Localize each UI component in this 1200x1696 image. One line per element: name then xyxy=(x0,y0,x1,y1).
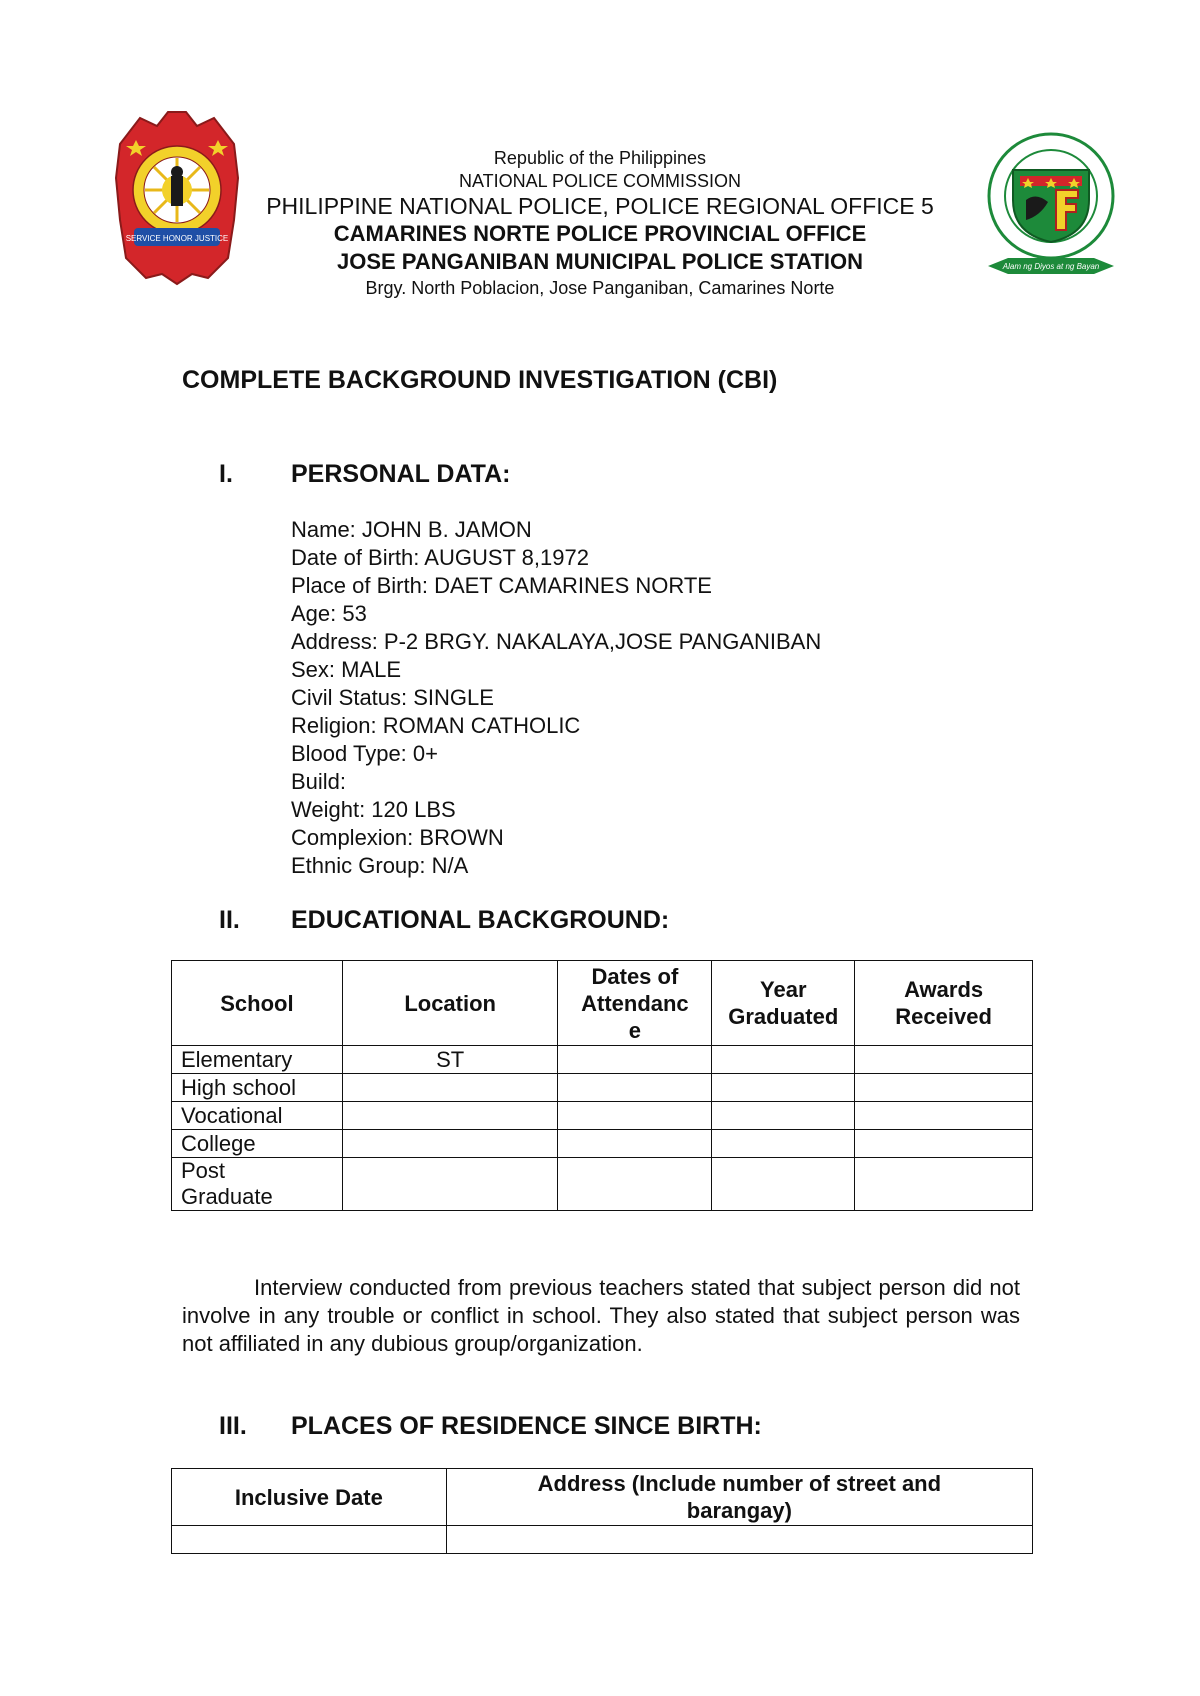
cell-empty xyxy=(558,1046,712,1074)
education-table xyxy=(171,960,1033,1211)
cell-empty xyxy=(855,1074,1033,1102)
header-address: Brgy. North Poblacion, Jose Panganiban, Camarines Norte xyxy=(365,278,835,298)
interview-paragraph: Interview conducted from previous teachers stated that subject person did not involve in any trouble or conflict in school. They also stated that subject person was not affiliated in any dubious group/organization. xyxy=(182,1275,1020,1356)
personal-data-list xyxy=(291,516,821,880)
cell-empty xyxy=(446,1526,1032,1554)
col-inclusive-date: Inclusive Date xyxy=(172,1469,447,1526)
cell-school: Post Graduate xyxy=(172,1158,343,1211)
cell-location xyxy=(342,1158,558,1211)
cell-empty xyxy=(712,1158,855,1211)
table-row xyxy=(172,1130,1033,1158)
col-dates-of-attendance: Dates of Attendanc e xyxy=(558,961,712,1046)
table-row xyxy=(172,1074,1033,1102)
section-title: PERSONAL DATA: xyxy=(291,460,511,488)
cell-empty xyxy=(855,1158,1033,1211)
personal-pob: Place of Birth: DAET CAMARINES NORTE xyxy=(291,573,712,598)
municipality-seal-icon xyxy=(978,130,1124,290)
personal-sex: Sex: MALE xyxy=(291,657,402,682)
table-row xyxy=(172,1046,1033,1074)
letterhead xyxy=(240,146,960,300)
section-number: II. xyxy=(219,906,240,934)
cell-empty xyxy=(172,1526,447,1554)
cell-empty xyxy=(855,1130,1033,1158)
personal-civil-status: Civil Status: SINGLE xyxy=(291,685,494,710)
personal-religion: Religion: ROMAN CATHOLIC xyxy=(291,713,581,738)
header-republic: Republic of the Philippines xyxy=(493,148,707,168)
personal-age: Age: 53 xyxy=(291,601,367,626)
cell-empty xyxy=(855,1046,1033,1074)
document-title: COMPLETE BACKGROUND INVESTIGATION (CBI) xyxy=(182,366,778,394)
col-location: Location xyxy=(342,961,558,1046)
personal-dob: Date of Birth: AUGUST 8,1972 xyxy=(291,545,589,570)
cell-location xyxy=(342,1102,558,1130)
cell-location: ST xyxy=(342,1046,558,1074)
header-napolcom: NATIONAL POLICE COMMISSION xyxy=(458,171,742,191)
personal-name: Name: JOHN B. JAMON xyxy=(291,517,532,542)
cell-empty xyxy=(712,1130,855,1158)
cell-empty xyxy=(558,1102,712,1130)
section-number: III. xyxy=(219,1412,247,1440)
cell-empty xyxy=(558,1158,712,1211)
section-title: PLACES OF RESIDENCE SINCE BIRTH: xyxy=(291,1412,762,1440)
pnp-motto-text: SERVICE HONOR JUSTICE xyxy=(125,234,229,243)
cell-empty xyxy=(712,1046,855,1074)
col-address: Address (Include number of street and barangay) xyxy=(446,1469,1032,1526)
table-row xyxy=(172,1158,1033,1211)
cell-location xyxy=(342,1074,558,1102)
header-police-station: JOSE PANGANIBAN MUNICIPAL POLICE STATION xyxy=(337,249,863,274)
pnp-seal-icon xyxy=(112,108,242,286)
table-row xyxy=(172,1102,1033,1130)
header-pnp-region: PHILIPPINE NATIONAL POLICE, POLICE REGIONAL OFFICE 5 xyxy=(266,193,934,219)
residence-table xyxy=(171,1468,1033,1554)
cell-empty xyxy=(712,1074,855,1102)
municipality-ribbon-text: Alam ng Diyos at ng Bayan xyxy=(1002,262,1100,271)
personal-build: Build: xyxy=(291,769,347,794)
table-header-row xyxy=(172,961,1033,1046)
cell-empty xyxy=(712,1102,855,1130)
header-provincial-office: CAMARINES NORTE POLICE PROVINCIAL OFFICE xyxy=(333,221,867,246)
cell-empty xyxy=(558,1074,712,1102)
col-awards-received: Awards Received xyxy=(855,961,1033,1046)
cell-location xyxy=(342,1130,558,1158)
col-school: School xyxy=(172,961,343,1046)
table-row xyxy=(172,1526,1033,1554)
section-title: EDUCATIONAL BACKGROUND: xyxy=(291,906,670,934)
cell-school: Vocational xyxy=(172,1102,343,1130)
personal-address: Address: P-2 BRGY. NAKALAYA,JOSE PANGANIBAN xyxy=(291,629,822,654)
col-year-graduated: Year Graduated xyxy=(712,961,855,1046)
personal-ethnic-group: Ethnic Group: N/A xyxy=(291,853,469,878)
cell-empty xyxy=(855,1102,1033,1130)
cell-school: College xyxy=(172,1130,343,1158)
personal-complexion: Complexion: BROWN xyxy=(291,825,504,850)
personal-blood-type: Blood Type: 0+ xyxy=(291,741,438,766)
cell-school: High school xyxy=(172,1074,343,1102)
cell-empty xyxy=(558,1130,712,1158)
cell-school: Elementary xyxy=(172,1046,343,1074)
table-header-row xyxy=(172,1469,1033,1526)
section-number: I. xyxy=(219,460,233,488)
personal-weight: Weight: 120 LBS xyxy=(291,797,456,822)
